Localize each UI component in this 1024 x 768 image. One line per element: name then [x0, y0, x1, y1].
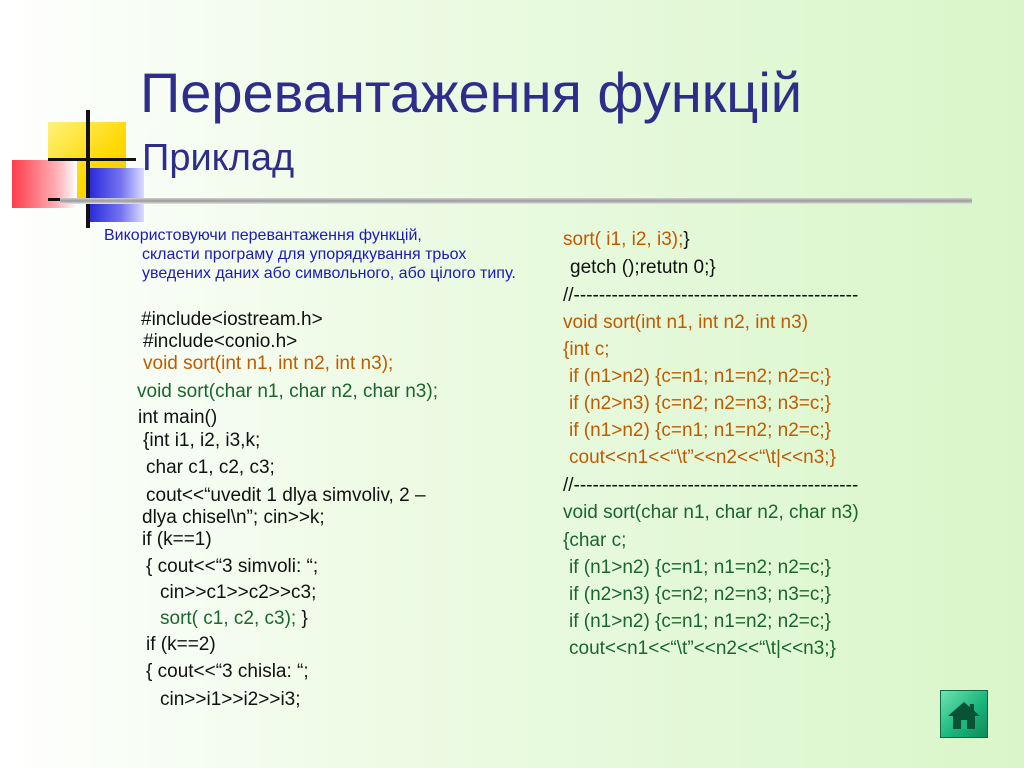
- home-icon: [940, 690, 988, 738]
- code-line: cout<<“uvedit 1 dlya simvoliv, 2 –: [146, 485, 426, 506]
- code-line: getch ();retutn 0;}: [570, 257, 716, 278]
- code-line: cout<<n1<<“\t”<<n2<<“\t|<<n3;}: [569, 638, 836, 659]
- code-line: void sort(int n1, int n2, int n3);: [143, 353, 394, 374]
- title-divider: [60, 198, 972, 204]
- code-token: }: [683, 229, 690, 250]
- code-line: #include<iostream.h>: [141, 309, 323, 330]
- code-line: if (n1>n2) {c=n1; n1=n2; n2=c;}: [569, 366, 831, 387]
- task-description: [104, 226, 524, 283]
- code-line: if (n2>n3) {c=n2; n2=n3; n3=c;}: [569, 584, 831, 605]
- code-line: void sort(int n1, int n2, int n3): [563, 312, 809, 333]
- deco-horizontal-line: [48, 158, 136, 161]
- code-line: cin>>i1>>i2>>i3;: [160, 689, 301, 710]
- code-line: //---------------------------------------------: [563, 475, 859, 496]
- code-line: cout<<n1<<“\t”<<n2<<“\t|<<n3;}: [569, 447, 836, 468]
- code-line: void sort(char n1, char n2, char n3): [563, 502, 859, 523]
- code-line: {char c;: [563, 530, 627, 551]
- code-line: if (n1>n2) {c=n1; n1=n2; n2=c;}: [569, 557, 831, 578]
- code-line: {int c;: [563, 339, 610, 360]
- task-first-line: Використовуючи перевантаження функцій,: [104, 227, 422, 244]
- code-token: sort( i1, i2, i3);: [563, 229, 684, 250]
- code-line: if (k==2): [146, 634, 216, 655]
- decorative-squares: [0, 0, 140, 230]
- deco-vertical-line: [86, 110, 90, 228]
- code-line: if (n1>n2) {c=n1; n1=n2; n2=c;}: [569, 420, 831, 441]
- slide-subtitle: Приклад: [142, 137, 295, 179]
- code-line: //---------------------------------------------: [563, 285, 859, 306]
- slide-title: Перевантаження функцій: [140, 61, 803, 124]
- code-line: int main(): [138, 407, 218, 428]
- code-line: cin>>c1>>c2>>c3;: [160, 582, 317, 603]
- code-token: }: [301, 608, 308, 629]
- code-line: char c1, c2, c3;: [146, 457, 275, 478]
- code-line: [160, 608, 308, 630]
- code-line: if (n2>n3) {c=n2; n2=n3; n3=c;}: [569, 393, 831, 414]
- code-line: [563, 229, 690, 251]
- blue-square: [86, 168, 144, 222]
- code-line: dlya chisel\n”; cin>>k;: [142, 507, 325, 528]
- code-line: if (k==1): [142, 529, 212, 550]
- task-rest: скласти програму для упорядкування трьох уведених даних або символьного, або цілого типу.: [142, 246, 516, 282]
- code-token: sort( c1, c2, c3);: [160, 608, 297, 629]
- code-line: { cout<<“3 chisla: “;: [146, 661, 309, 682]
- code-line: void sort(char n1, char n2, char n3);: [137, 381, 438, 402]
- code-line: if (n1>n2) {c=n1; n1=n2; n2=c;}: [569, 611, 831, 632]
- code-line: {int i1, i2, i3,k;: [143, 430, 261, 451]
- code-line: { cout<<“3 simvoli: “;: [146, 556, 319, 577]
- code-line: #include<conio.h>: [143, 331, 298, 352]
- home-button[interactable]: [940, 690, 988, 738]
